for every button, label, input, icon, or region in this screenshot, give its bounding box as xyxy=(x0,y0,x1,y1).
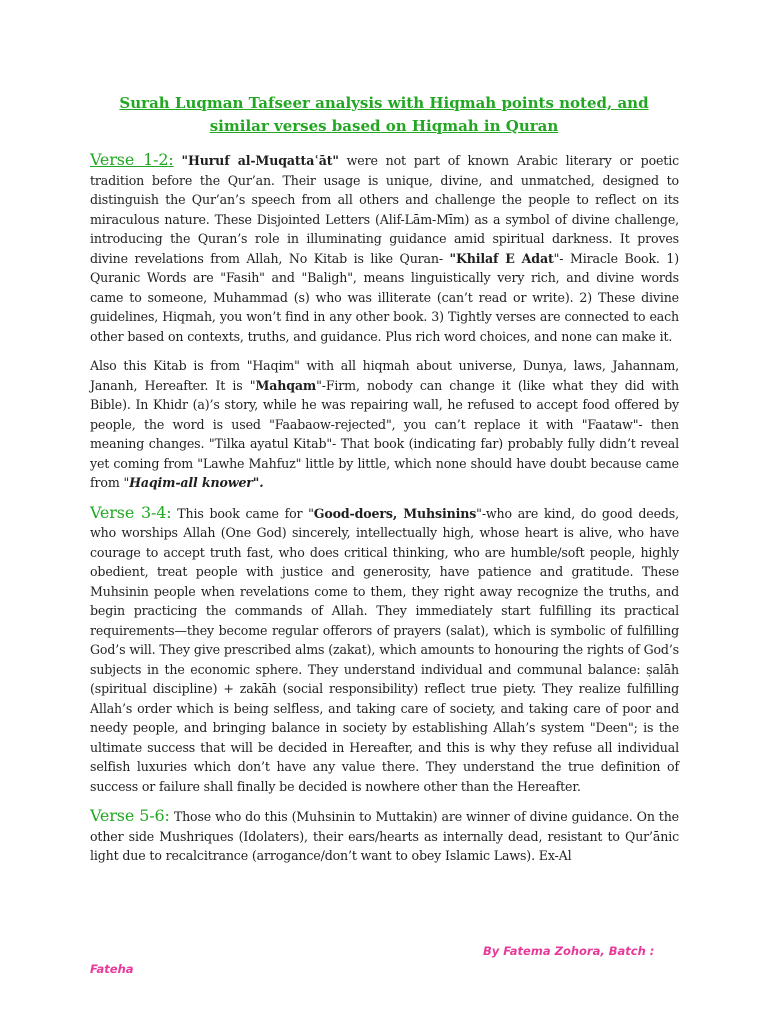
verse-5-6-paragraph xyxy=(90,806,679,866)
haqim-paragraph xyxy=(90,356,679,493)
verse-1-2-colon: : xyxy=(168,150,174,169)
khilaf-term: "Khilaf E Adat xyxy=(449,250,554,266)
verse-5-6-label: Verse 5-6: xyxy=(90,806,170,825)
verse-3-4-paragraph xyxy=(90,503,679,797)
huruf-term: "Huruf al-Muqattaʿāt" xyxy=(181,153,339,168)
author-byline: By Fatema Zohora, Batch : xyxy=(483,944,655,958)
haqim-text-b: "-Firm, nobody can change it (like what they did with Bible). In Khidr (a)’s story, while he was repairing wall, he refused to accept food offered by people, the word is used "Faabaow-rejected", you can’t replace it with "Faataw"- then meaning changes. "Tilka ayatul Kitab"- That book (indicating far) probably fully didn’t reveal yet coming from "Lawhe Mahfuz" little by little, which none should have doubt because came from " xyxy=(90,377,679,490)
mahqam-term: Mahqam xyxy=(255,377,317,393)
verse-1-2-paragraph xyxy=(90,150,679,346)
verse-3-4-text-a: This book came for " xyxy=(171,505,314,521)
verse-3-4-text-b: "-who are kind, do good deeds, who worships Allah (One God) sincerely, intellectually high, whose heart is alive, who have courage to accept truth fast, who does critical thinking, who are humble/soft people, highly obedient, treat people with justice and generosity, have patience and gratitude. These Muhsinin people when revelations come to them, they right away recognize the truths, and begin practicing the commands of Allah. They immediately start fulfilling its practical requirements—they become regular offerors of prayers (salat), which is symbolic of fulfilling God’s will. They give prescribed alms (zakat), which amounts to honouring the rights of God’s subjects in the economic sphere. They understand individual and communal balance: ṣalāh (spiritual discipline) + zakāh (social responsibility) reflect true piety. They realize fulfilling Allah’s order which is being selfless, and taking care of society, and taking care of poor and needy people, and bringing balance in society by establishing Allah’s system "Deen"; is the ultimate success that will be decided in Hereafter, and this is why they refuse all individual selfish luxuries which don’t have any value there. They understand the true definition of success or failure shall finally be decided is nowhere other than the Hereafter. xyxy=(90,505,679,794)
verse-3-4-label: Verse 3-4: xyxy=(90,502,172,522)
document-title: Surah Luqman Tafseer analysis with Hiqmah points noted, and similar verses based on Hiqmah in Quran xyxy=(119,94,649,135)
verse-1-2-label: Verse 1-2 xyxy=(90,150,169,169)
haqim-text-a: Also this Kitab is from "Haqim" with all hiqmah about universe, Dunya, laws, Jahannam, Jananh, Hereafter. It is " xyxy=(90,358,679,393)
haqim-term: Haqim-all knower". xyxy=(129,475,264,490)
good-doers-term: Good-doers, Muhsinins xyxy=(313,505,477,521)
verse-5-6-text: Those who do this (Muhsinin to Muttakin) are winner of divine guidance. On the other side Mushriques (Idolaters), their ears/hearts as internally dead, resistant to Qur’ānic light due to recalcitrance (arrogance/don’t want to obey Islamic Laws). Ex-Al xyxy=(90,809,679,863)
verse-1-2-text-a: were not part of known Arabic literary or poetic tradition before the Qur’an. Their usage is unique, divine, and unmatched, designed to distinguish the Qur’an’s speech from all others and challenge the people to reflect on its miraculous nature. These Disjointed Letters (Alif-Lām-Mīm) as a symbol of divine challenge, introducing the Quran’s role in illuminating guidance amid spiritual darkness. It proves divine revelations from Allah, No Kitab is like Quran- xyxy=(90,153,680,266)
document-body xyxy=(90,150,679,876)
verse-1-2-text-b: "- Miracle Book. 1) Quranic Words are "Fasih" and "Baligh", means linguistically very rich, and divine words came to someone, Muhammad (s) who was illiterate (can’t read or write). 2) These divine guidelines, Hiqmah, you won’t find in any other book. 3) Tightly verses are connected to each other based on contexts, truths, and guidance. Plus rich word choices, and none can make it. xyxy=(90,250,679,344)
batch-name: Fateha xyxy=(90,962,134,976)
